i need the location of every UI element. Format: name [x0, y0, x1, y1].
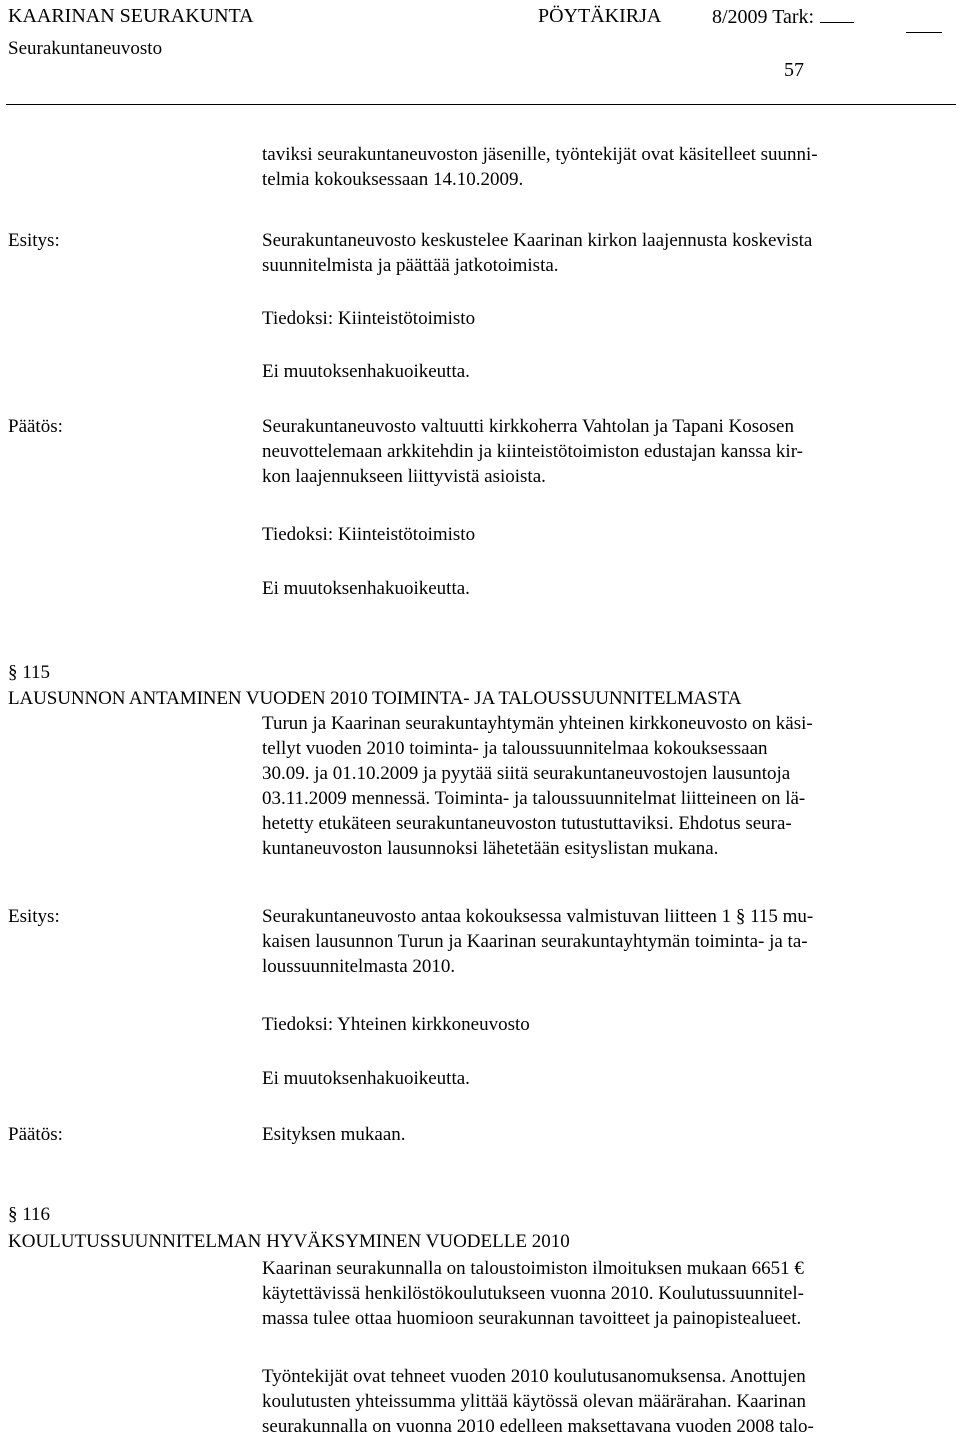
esitys-line: suunnitelmista ja päättää jatkotoimista.	[262, 255, 559, 276]
intro-paragraph	[262, 142, 952, 192]
section-paragraph-2	[262, 1364, 952, 1439]
esitys-line: loussuunnitelmasta 2010.	[262, 956, 456, 977]
section-body-line: koulutusten yhteissumma ylittää käytössä olevan määrärahan. Kaarinan	[262, 1391, 806, 1412]
section-body-line: Kaarinan seurakunnalla on taloustoimiston ilmoituksen mukaan 6651 €	[262, 1258, 804, 1279]
check-blank-2	[906, 32, 942, 33]
section-body	[262, 711, 952, 861]
section-body-line: käytettävissä henkilöstökoulutukseen vuonna 2010. Koulutussuunnitel-	[262, 1283, 804, 1304]
intro-line: telmia kokouksessaan 14.10.2009.	[262, 169, 524, 190]
tiedoksi-line: Tiedoksi: Yhteinen kirkkoneuvosto	[262, 1014, 530, 1035]
section-body-line: Työntekijät ovat tehneet vuoden 2010 koulutusanomuksensa. Anottujen	[262, 1366, 806, 1387]
section-title: LAUSUNNON ANTAMINEN VUODEN 2010 TOIMINTA- JA TALOUSSUUNNITELMASTA	[8, 688, 742, 709]
section-title: KOULUTUSSUUNNITELMAN HYVÄKSYMINEN VUODELLE 2010	[8, 1231, 570, 1252]
paatos-label: Päätös:	[8, 1124, 63, 1145]
esitys-paragraph	[262, 228, 952, 278]
section-body-line: massa tulee ottaa huomioon seurakunnan tavoitteet ja painopistealueet.	[262, 1308, 802, 1329]
section-body-line: 30.09. ja 01.10.2009 ja pyytää siitä seurakuntaneuvostojen lausuntoja	[262, 763, 791, 784]
check-blank	[820, 4, 854, 23]
section-body-line: seurakunnalla on vuonna 2010 edelleen maksettavana vuoden 2008 talo-	[262, 1416, 814, 1437]
paatos-text: Esityksen mukaan.	[262, 1124, 406, 1145]
section-number: § 116	[8, 1204, 51, 1225]
governing-body: Seurakuntaneuvosto	[8, 38, 163, 59]
section-body-line: tellyt vuoden 2010 toiminta- ja taloussuunnitelmaa kokouksessaan	[262, 738, 768, 759]
section-body-line: 03.11.2009 mennessä. Toiminta- ja taloussuunnitelmat liitteineen on lä-	[262, 788, 806, 809]
esitys-line: Seurakuntaneuvosto keskustelee Kaarinan kirkon laajennusta koskevista	[262, 230, 813, 251]
paatos-line: Seurakuntaneuvosto valtuutti kirkkoherra Vahtolan ja Tapani Kososen	[262, 416, 794, 437]
page-number: 57	[784, 59, 804, 81]
tiedoksi-line: Tiedoksi: Kiinteistötoimisto	[262, 524, 476, 545]
section-body-line: Turun ja Kaarinan seurakuntayhtymän yhteinen kirkkoneuvosto on käsi-	[262, 713, 813, 734]
document-number-text: 8/2009 Tark:	[712, 6, 815, 28]
esitys-paragraph	[262, 904, 952, 979]
tiedoksi-line: Tiedoksi: Kiinteistötoimisto	[262, 308, 476, 329]
section-number: § 115	[8, 662, 51, 683]
paatos-line: neuvottelemaan arkkitehdin ja kiinteistötoimiston edustajan kanssa kir-	[262, 441, 803, 462]
document-number	[712, 4, 854, 30]
esitys-label: Esitys:	[8, 906, 60, 927]
paatos-paragraph	[262, 414, 952, 489]
intro-line: taviksi seurakuntaneuvoston jäsenille, työntekijät ovat käsitelleet suunni-	[262, 144, 818, 165]
section-body-line: kuntaneuvoston lausunnoksi lähetetään esityslistan mukana.	[262, 838, 719, 859]
organization-name: KAARINAN SEURAKUNTA	[8, 5, 254, 27]
header-rule	[6, 104, 956, 105]
document-type: PÖYTÄKIRJA	[538, 5, 662, 27]
paatos-label: Päätös:	[8, 416, 63, 437]
muutoksenhaku-line: Ei muutoksenhakuoikeutta.	[262, 1068, 470, 1089]
muutoksenhaku-line: Ei muutoksenhakuoikeutta.	[262, 578, 470, 599]
esitys-line: kaisen lausunnon Turun ja Kaarinan seurakuntayhtymän toiminta- ja ta-	[262, 931, 808, 952]
section-body-line: hetetty etukäteen seurakuntaneuvoston tutustuttaviksi. Ehdotus seura-	[262, 813, 792, 834]
esitys-line: Seurakuntaneuvosto antaa kokouksessa valmistuvan liitteen 1 § 115 mu-	[262, 906, 814, 927]
muutoksenhaku-line: Ei muutoksenhakuoikeutta.	[262, 361, 470, 382]
paatos-line: kon laajennukseen liittyvistä asioista.	[262, 466, 546, 487]
esitys-label: Esitys:	[8, 230, 60, 251]
section-paragraph-1	[262, 1256, 952, 1331]
